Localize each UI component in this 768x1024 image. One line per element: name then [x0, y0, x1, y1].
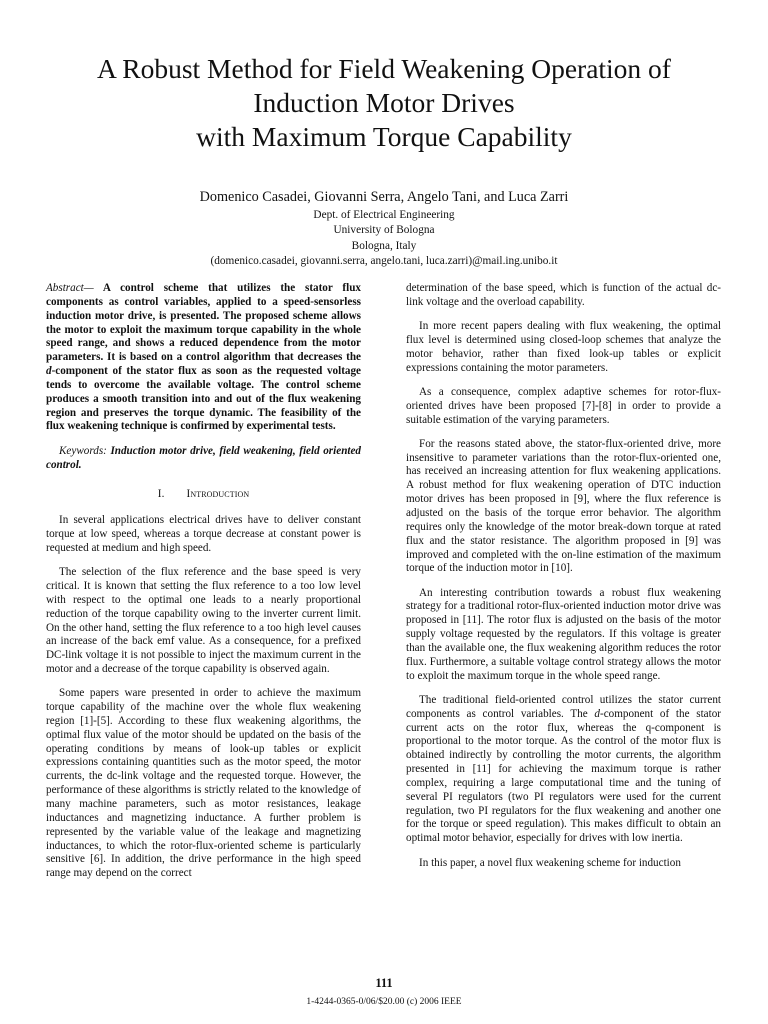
affiliation-university: University of Bologna — [333, 224, 435, 237]
paper-title — [30, 52, 738, 154]
title-line-2: Induction Motor Drives — [253, 87, 515, 118]
title-line-3: with Maximum Torque Capability — [196, 121, 572, 152]
keywords-text: Induction motor drive, field weakening, field oriented control. — [46, 444, 361, 471]
paragraph: An interesting contribution towards a robust flux weakening strategy for a traditional rotor-flux-oriented induction motor drive was proposed in [11]. The rotor flux is adjusted on the basis of the motor supply voltage requested by the regulators. If this voltage is greater than the available one, the flux weakening algorithm reduces the rotor flux. Furthermore, a suitable voltage control strategy allows the motor to exploit the maximum torque in the whole speed range. — [406, 586, 721, 682]
title-line-1: A Robust Method for Field Weakening Operation of — [97, 53, 671, 84]
paragraph-text: -component of the stator current acts on the rotor flux, whereas the q-component is proportional to the motor torque. As the control of the motor flux is obtained indirectly by controlling the motor currents, the algorithm presented in [11] for achieving the maximum torque is rather complex, requiring a large computational time and the tuning of several PI regulators (two PI regulators were used for the current regulation, two PI regulators for the flux weakening and another one for the torque or speed regulation). This makes difficult to obtain an optimal motor behavior, especially for drives with low inertia. — [406, 707, 721, 845]
keywords-lead: Keywords: — [59, 444, 107, 457]
keywords — [46, 445, 361, 473]
page-number: 111 — [375, 976, 393, 990]
section-number: I. — [157, 488, 165, 501]
copyright-notice: 1-4244-0365-0/06/$20.00 (c) 2006 IEEE — [306, 997, 462, 1007]
section-initial: I — [186, 488, 191, 501]
d-letter: d — [594, 707, 600, 720]
author-list: Domenico Casadei, Giovanni Serra, Angelo Tani, and Luca Zarri — [199, 189, 569, 205]
affiliation-city: Bologna, Italy — [351, 239, 417, 252]
abstract-lead: Abstract— — [46, 282, 94, 294]
abstract-text: A control scheme that utilizes the stator flux components as control variables, applied to a speed-sensorless induction motor drive, is presented. The proposed scheme allows the motor to exploit the maximum torque capability in the whole speed range, and shows a reduced dependence from the motor parameters. It is based on a control algorithm that decreases the — [46, 282, 361, 364]
paragraph — [406, 694, 721, 846]
abstract-d-letter: d — [46, 365, 52, 378]
abstract-text-2: -component of the stator flux as soon as the requested voltage tends to overcome the available voltage. The control scheme produces a smooth transition into and out of the flux weakening region and preserves the torque dynamic. The feasibility of the flux weakening technique is confirmed by experimental tests. — [46, 365, 361, 433]
section-heading-introduction — [46, 488, 361, 502]
paragraph-text: The traditional field-oriented control utilizes the stator current components as control variables. The — [406, 693, 721, 720]
paragraph: As a consequence, complex adaptive schemes for rotor-flux-oriented drives have been proposed [7]-[8] in order to provide a suitable estimation of the varying parameters. — [406, 385, 721, 426]
paragraph: The selection of the flux reference and the base speed is very critical. It is known that setting the flux reference to a too low level with respect to the optimal one leads to a nearly proportional reduction of the torque capability owing to the inverter current limit. On the other hand, setting the flux reference to a too high level causes an increase of the back emf value. As a consequence, for a prefixed DC-link voltage it is not possible to inject the maximum current in the motor and a decrease of the torque capability is observed again. — [46, 566, 361, 676]
abstract — [46, 282, 361, 434]
paragraph: In this paper, a novel flux weakening scheme for induction — [419, 856, 681, 869]
paragraph: In several applications electrical drives have to deliver constant torque at low speed, whereas a torque decrease at constant power is requested at medium and high speed. — [46, 514, 361, 554]
right-column — [406, 282, 721, 881]
affiliation-block — [30, 208, 738, 269]
section-title-rest: ntroduction — [190, 488, 250, 501]
paragraph: For the reasons stated above, the stator-flux-oriented drive, more insensitive to parameter variations than the rotor-flux-oriented one, has received an increasing attention for flux weakening applications. A robust method for flux weakening operation of DTC induction motor drives has been proposed in [9], where the flux reference is adjusted on the basis of the torque error behavior. The algorithm requires only the knowledge of the motor break-down torque at rated flux and the stator resistance. The algorithm proposed in [9] was improved and completed with the on-line estimation of the maximum torque of the induction motor in [10]. — [406, 437, 721, 575]
affiliation-emails: (domenico.casadei, giovanni.serra, angelo.tani, luca.zarri)@mail.ing.unibo.it — [210, 254, 558, 267]
affiliation-dept: Dept. of Electrical Engineering — [313, 209, 455, 221]
left-column — [46, 282, 361, 891]
paragraph: In more recent papers dealing with flux weakening, the optimal flux level is determined using closed-loop schemes that analyze the motor behavior, rather than fixed look-up tables or explicit expressions containing the motor parameters. — [406, 320, 721, 374]
paragraph: Some papers ware presented in order to achieve the maximum torque capability of the machine over the whole flux weakening region [1]-[5]. According to these flux weakening algorithms, the optimal flux value of the motor should be updated on the basis of the operating conditions by means of look-up tables or explicit expressions containing quantities such as the motor speed, the motor currents, the dc-link voltage and the requested torque. However, the performance of these algorithms is strictly related to the knowledge of many machine parameters, such as motor resistances, leakage inductances and magnetizing inductance. A further problem is represented by the variable value of the leakage and magnetizing inductances, to which the rotor-flux-oriented scheme is particularly sensitive [6]. In addition, the drive performance in the high speed range may depend on the correct — [46, 687, 361, 880]
paragraph: determination of the base speed, which is function of the actual dc-link voltage and the overload capability. — [406, 282, 721, 308]
